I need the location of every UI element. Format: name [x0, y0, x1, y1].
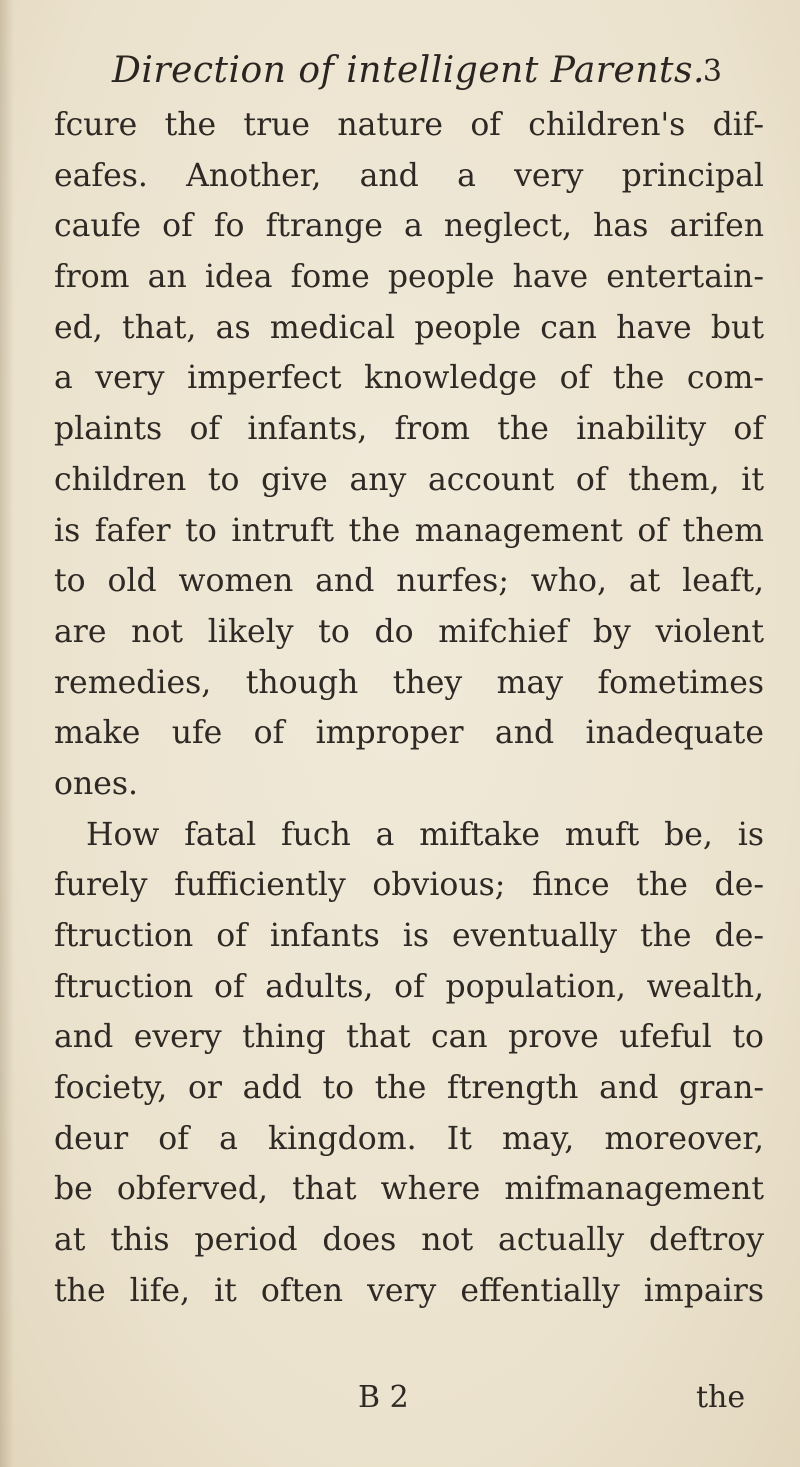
text-line: at this period does not actually deftroy: [54, 1222, 764, 1259]
text-line: children to give any account of them, it: [54, 461, 764, 498]
signature-mark: B 2: [358, 1380, 409, 1415]
paragraph-end-line: ones.: [54, 765, 139, 802]
text-line: and every thing that can prove ufeful to: [54, 1019, 764, 1056]
text-line: make ufe of improper and inadequate: [54, 715, 764, 752]
text-line: fociety, or add to the ftrength and gran-: [54, 1070, 764, 1107]
text-line: ftruction of infants is eventually the de-: [54, 918, 764, 954]
catchword: the: [696, 1380, 746, 1415]
text-line: to old women and nurfes; who, at leaft,: [54, 563, 764, 600]
text-line: ed, that, as medical people can have but: [54, 309, 764, 346]
text-line: remedies, though they may fometimes: [54, 664, 764, 701]
running-title: Direction of intelligent Parents.: [112, 50, 705, 91]
text-line: caufe of fo ftrange a neglect, has arifen: [54, 208, 764, 245]
page-number: 3: [702, 54, 722, 89]
text-line: plaints of infants, from the inability of: [54, 411, 764, 448]
text-line: is fafer to intruft the management of them: [54, 512, 764, 549]
running-head: [112, 50, 722, 100]
text-line: fcure the true nature of children's dif-: [54, 107, 764, 143]
body-text: [54, 100, 764, 1317]
text-line: be obferved, that where mifmanagement: [54, 1171, 764, 1208]
gutter-shadow: [0, 0, 14, 1467]
text-line: ftruction of adults, of population, wealth,: [54, 968, 764, 1005]
text-line: from an idea fome people have entertain-: [54, 259, 764, 296]
text-line: eafes. Another, and a very principal: [54, 157, 764, 194]
text-line: furely fufficiently obvious; fince the de-: [54, 867, 764, 904]
text-line: deur of a kingdom. It may, moreover,: [54, 1120, 764, 1157]
text-line: a very imperfect knowledge of the com-: [54, 360, 764, 397]
paragraph-start-line: How fatal fuch a miftake muft be, is: [86, 816, 764, 853]
text-line: are not likely to do mifchief by violent: [54, 613, 764, 650]
text-line: the life, it often very effentially impairs: [54, 1272, 764, 1309]
